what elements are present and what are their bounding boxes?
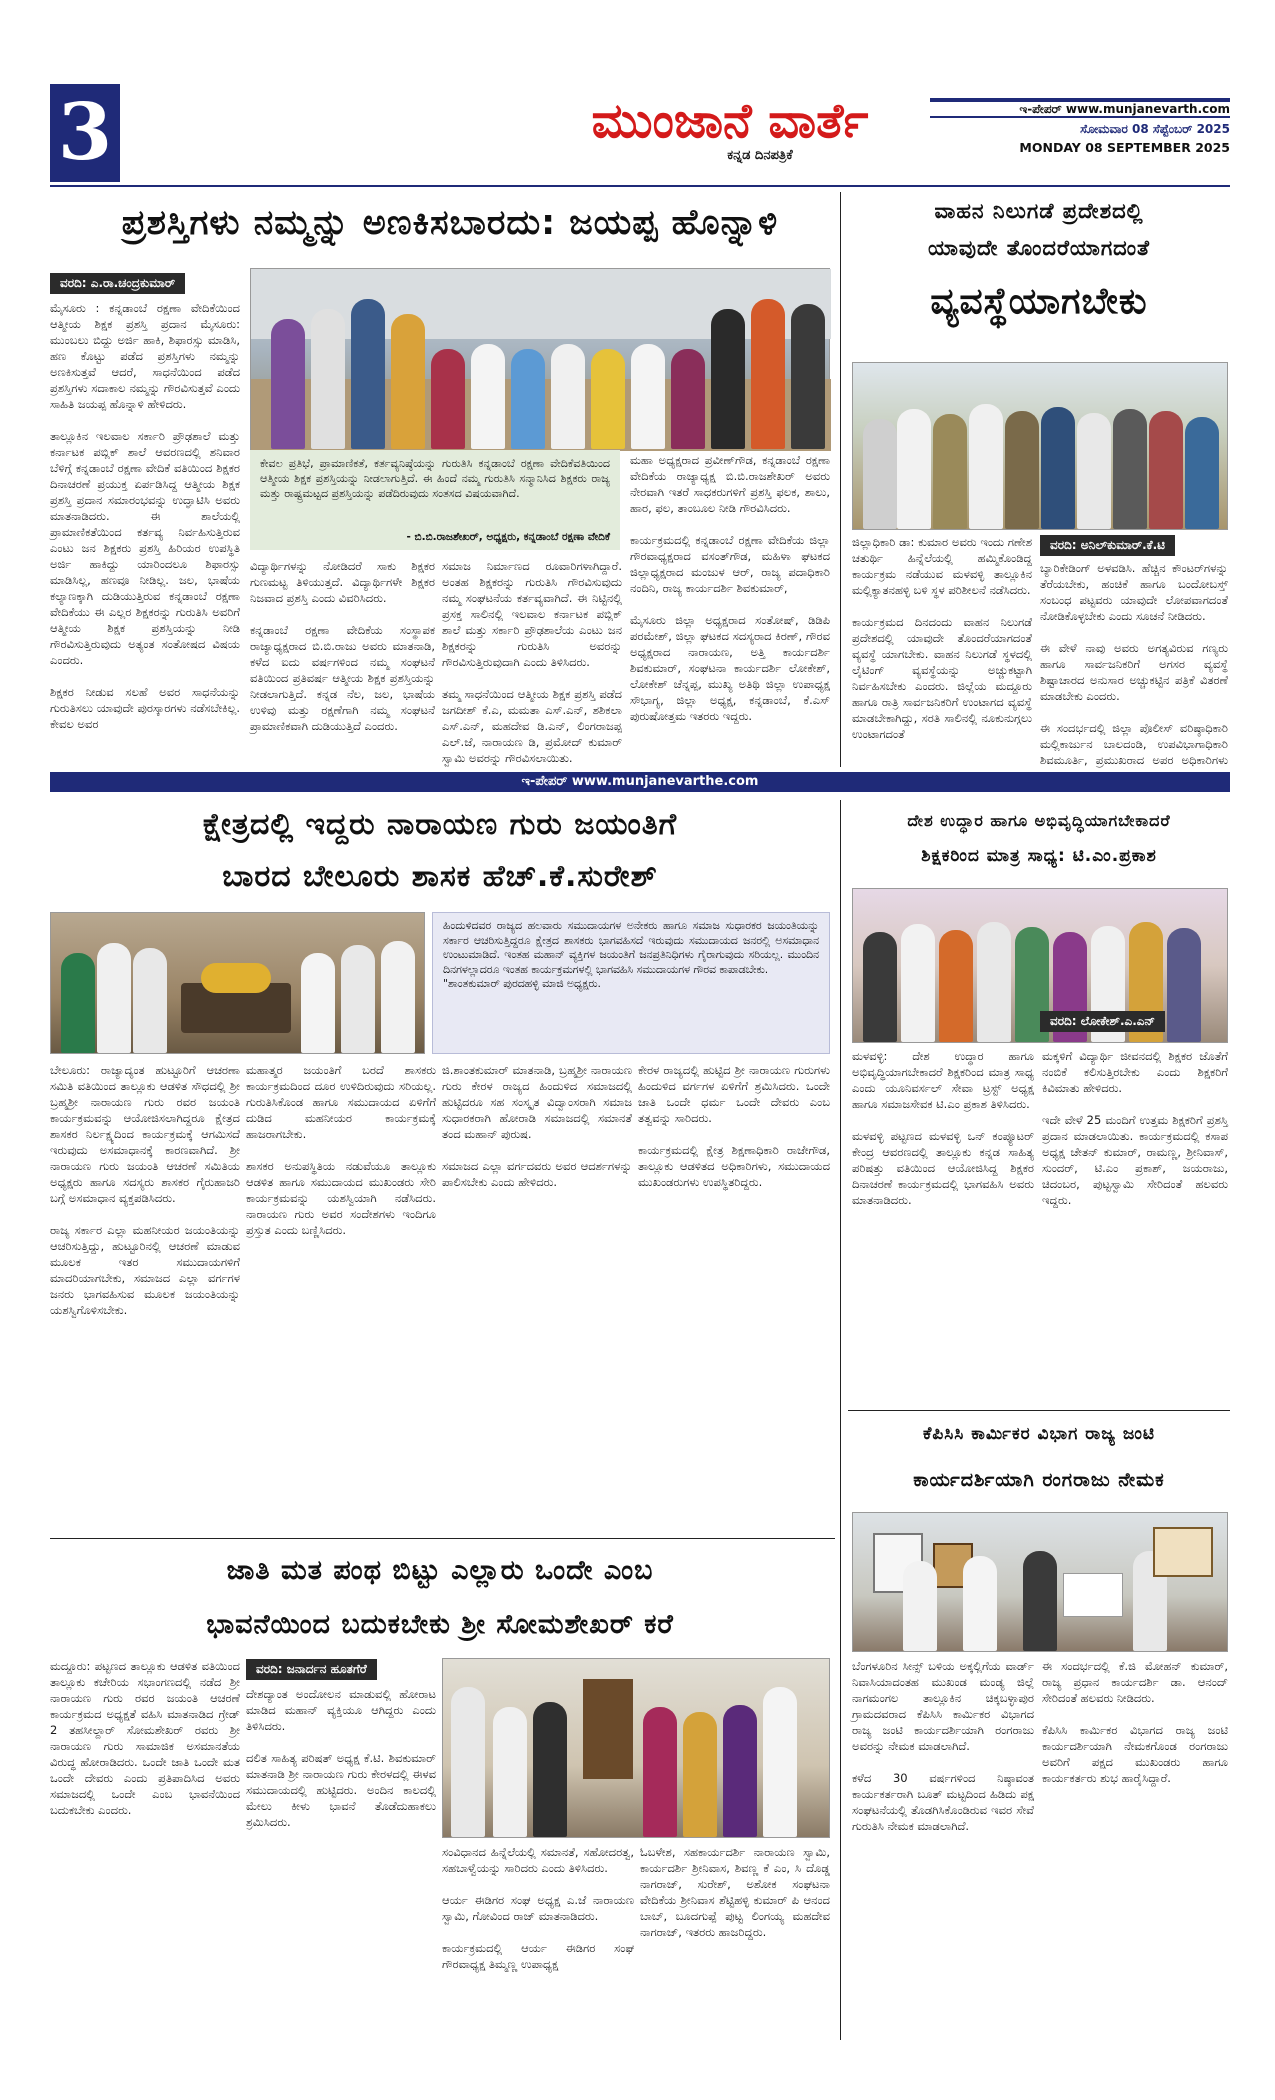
story1-headline: ಪ್ರಶಸ್ತಿಗಳು ನಮ್ಮನ್ನು ಅಣಕಿಸಬಾರದು: ಜಯಪ್ಪ ಹೊನ್ನಾಳಿ bbox=[121, 203, 779, 243]
story1-col4: ಮಹಾ ಅಧ್ಯಕ್ಷರಾದ ಪ್ರವೀಣ್‌ಗೌಡ, ಕನ್ನಡಾಂಬೆ ರಕ್ಷಣಾ ವೇದಿಕೆಯ ರಾಜ್ಯಾಧ್ಯಕ್ಷ ಬಿ.ಬಿ.ರಾಜಶೇಖರ್ ಅವರು ನೇರವಾಗಿ ಇತರೆ ಸಾಧಕರುಗಳಿಗೆ ಪ್ರಶಸ್ತಿ ಫಲಕ, ಶಾಲು, ಹಾರ, ಫಲ, ತಾಂಬೂಲ ನೀಡಿ ಗೌರವಿಸಿದರು. ಕಾರ್ಯಕ್ರಮದಲ್ಲಿ ಕನ್ನಡಾಂಬೆ ರಕ್ಷಣಾ ವೇದಿಕೆಯ ಜಿಲ್ಲಾ ಗೌರವಾಧ್ಯಕ್ಷರಾದ ವಸಂತ್‌ಗೌಡ, ಮಹಿಳಾ ಘಟಕದ ಜಿಲ್ಲಾಧ್ಯಕ್ಷರಾದ ಮಂಜುಳ ಆರ್, ರಾಜ್ಯ ಪದಾಧಿಕಾರಿ ನಂದಿನಿ, ರಾಜ್ಯ ಕಾರ್ಯದರ್ಶಿ ಶಿವಕುಮಾರ್, ಮೈಸೂರು ಜಿಲ್ಲಾ ಅಧ್ಯಕ್ಷರಾದ ಸಂತೋಷ್, ಡಿಡಿಪಿ ಪರಮೇಶ್, ಜಿಲ್ಲಾ ಘಟಕದ ಸದಸ್ಯರಾದ ಕಿರಣ್, ಗೌರವ ಅಧ್ಯಕ್ಷರಾದ ನಾರಾಯಣ, ಅತ್ತಿ ಕಾರ್ಯದರ್ಶಿ ಶಿವಕುಮಾರ್, ಸಂಘಟನಾ ಕಾರ್ಯದರ್ಶಿ ಲೋಕೇಶ್, ಲೋಕೇಶ್ ಚೆನ್ನಪ್ಪ, ಮುಖ್ಯ ಅತಿಥಿ ಜಿಲ್ಲಾ ಉಪಾಧ್ಯಕ್ಷ ಸೌಭಾಗ್ಯ, ಜಿಲ್ಲಾ ಅಧ್ಯಕ್ಷ, ಕನ್ನಡಾಂಬೆ, ಕೆ.ಎಸ್ ಪುರುಷೋತ್ತಮ ಇತರರು ಇದ್ದರು. bbox=[630, 453, 831, 723]
story6-headline-line1: ಜಾತಿ ಮತ ಪಂಥ ಬಿಟ್ಟು ಎಲ್ಲಾರು ಒಂದೇ ಎಂಬ bbox=[226, 1555, 654, 1586]
story2-col1: ಜಿಲ್ಲಾಧಿಕಾರಿ ಡಾ: ಕುಮಾರ ಅವರು ಇಂದು ಗಣೇಶ ಚತುರ್ಥಿ ಹಿನ್ನೆಲೆಯಲ್ಲಿ ಹಮ್ಮಿಕೊಂಡಿದ್ದ ಕಾರ್ಯಕ್ರಮ ನಡೆಯುವ ಮಳವಳ್ಳಿ ತಾಲ್ಲೂಕಿನ ಮಲ್ಲಿಕ್ಯಾತನಹಳ್ಳಿ ಬಳಿ ಸ್ಥಳ ಪರಿಶೀಲನೆ ನಡೆಸಿದರು. ಕಾರ್ಯಕ್ರಮದ ದಿನದಂದು ವಾಹನ ನಿಲುಗಡೆ ಪ್ರದೇಶದಲ್ಲಿ ಯಾವುದೇ ತೊಂದರೆಯಾಗದಂತೆ ವ್ಯವಸ್ಥೆ ಯಾಗಬೇಕು. ವಾಹನ ನಿಲುಗಡೆ ಸ್ಥಳದಲ್ಲಿ ಲೈಟಿಂಗ್ ವ್ಯವಸ್ಥೆಯನ್ನು ಅಚ್ಚುಕಟ್ಟಾಗಿ ನಿರ್ವಹಿಸಬೇಕು ಎಂದರು. ಜಿಲ್ಲೆಯ ಮದ್ದೂರು ಹಾಗೂ ರಾತ್ರಿ ಸಾರ್ವಜನಿಕರಿಗೆ ಉಂಟಾಗದ ವ್ಯವಸ್ಥೆ ಮಾಡಬೇಕಾಗಿದ್ದು, ಸರತಿ ಸಾಲಿನಲ್ಲಿ ನೂಕುನುಗ್ಗಲು ಉಂಟಾಗದಂತೆ bbox=[852, 535, 1032, 741]
masthead-date-kn: ಸೋಮವಾರ 08 ಸೆಪ್ಟೆಂಬರ್ 2025 bbox=[1080, 122, 1230, 136]
story1-col2: ವಿದ್ಯಾರ್ಥಿಗಳನ್ನು ನೋಡಿದರೆ ಸಾಕು ಶಿಕ್ಷಕರ ಗುಣಮಟ್ಟ ತಿಳಿಯುತ್ತದೆ. ವಿದ್ಯಾರ್ಥಿಗಳೇ ಶಿಕ್ಷಕರ ನಿಜವಾದ ಪ್ರಶಸ್ತಿ ಎಂದು ವಿವರಿಸಿದರು. ಕನ್ನಡಾಂಬೆ ರಕ್ಷಣಾ ವೇದಿಕೆಯ ಸಂಸ್ಥಾಪಕ ರಾಜ್ಯಾಧ್ಯಕ್ಷರಾದ ಬಿ.ಬಿ.ರಾಜು ಅವರು ಮಾತನಾಡಿ, ಕಳೆದ ಐದು ವರ್ಷಗಳಿಂದ ನಮ್ಮ ಸಂಘಟನೆ ವತಿಯಿಂದ ಪ್ರತಿವರ್ಷ ಆತ್ಮೀಯ ಶಿಕ್ಷಕ ಪ್ರಶಸ್ತಿಯನ್ನು ನೀಡಲಾಗುತ್ತಿದೆ. ಕನ್ನಡ ನೆಲ, ಜಲ, ಭಾಷೆಯ ಉಳಿವು ಮತ್ತು ರಕ್ಷಣೆಗಾಗಿ ನಮ್ಮ ಸಂಘಟನೆ ಪ್ರಾಮಾಣಿಕವಾಗಿ ದುಡಿಯುತ್ತಿದೆ ಎಂದರು. bbox=[250, 559, 435, 733]
story6-col2: ದೇಶದ್ಯಾಂತ ಅಂದೋಲನ ಮಾಡುವಲ್ಲಿ ಹೋರಾಟ ಮಾಡಿದ ಮಹಾನ್ ವ್ಯಕ್ತಿಯೂ ಆಗಿದ್ದರು ಎಂದು ತಿಳಿಸಿದರು. ದಲಿತ ಸಾಹಿತ್ಯ ಪರಿಷತ್ ಅಧ್ಯಕ್ಷ ಕೆ.ಟಿ. ಶಿವಕುಮಾರ್ ಮಾತನಾಡಿ ಶ್ರೀ ನಾರಾಯಣ ಗುರು ಕೇರಳದಲ್ಲಿ ಈಳವ ಸಮುದಾಯದಲ್ಲಿ ಹುಟ್ಟಿದರು. ಅಂದಿನ ಕಾಲದಲ್ಲಿ ಮೇಲು ಕೀಳು ಭಾವನೆ ತೊಡೆದುಹಾಕಲು ಶ್ರಮಿಸಿದರು. bbox=[246, 1687, 436, 1829]
story4-divider bbox=[848, 1410, 1230, 1411]
story1-col1: ಮೈಸೂರು : ಕನ್ನಡಾಂಬೆ ರಕ್ಷಣಾ ವೇದಿಕೆಯಿಂದ ಆತ್ಮೀಯ ಶಿಕ್ಷಕ ಪ್ರಶಸ್ತಿ ಪ್ರದಾನ ಮೈಸೂರು: ಮುಂಬಲು ಬಿದ್ದು ಅರ್ಜಿ ಹಾಕಿ, ಶಿಫಾರಸ್ಸು ಮಾಡಿಸಿ, ಹಣ ಕೊಟ್ಟು ಪಡೆದ ಪ್ರಶಸ್ತಿಗಳು ನಮ್ಮನ್ನು ಅಣಕಿಸುತ್ತವೆ ಆದರೆ, ಸಾಧನೆಯಿಂದ ಪಡೆದ ಪ್ರಶಸ್ತಿಗಳು ಸದಾಕಾಲ ನಮ್ಮನ್ನು ಗೌರವಿಸುತ್ತವೆ ಎಂದು ಸಾಹಿತಿ ಜಯಪ್ಪ ಹೊನ್ನಾಳಿ ಹೇಳಿದರು. ತಾಲ್ಲೂಕಿನ ಇಲವಾಲ ಸರ್ಕಾರಿ ಪ್ರೌಢಶಾಲೆ ಮತ್ತು ಕರ್ನಾಟಕ ಪಬ್ಲಿಕ್ ಶಾಲೆ ಆವರಣದಲ್ಲಿ ಶನಿವಾರ ಬೆಳಿಗ್ಗೆ ಕನ್ನಡಾಂಬೆ ರಕ್ಷಣಾ ವೇದಿಕೆ ವತಿಯಿಂದ ಶಿಕ್ಷಕರ ದಿನಾಚರಣೆ ಪ್ರಯುಕ್ತ ಏರ್ಪಡಿಸಿದ್ದ ಆತ್ಮೀಯ ಶಿಕ್ಷಕ ಪ್ರಶಸ್ತಿ ಪ್ರದಾನ ಸಮಾರಂಭವನ್ನು ಉದ್ಘಾಟಿಸಿ ಅವರು ಮಾತನಾಡಿದರು. ಈ ಶಾಲೆಯಲ್ಲಿ ಪ್ರಾಮಾಣಿಕತೆಯಿಂದ ಕರ್ತವ್ಯ ನಿರ್ವಹಿಸುತ್ತಿರುವ ಎಂಟು ಜನ ಶಿಕ್ಷಕರು ಪ್ರಶಸ್ತಿ ಹಿರಿಯರ ಉಪಸ್ಥಿತಿ ಅರ್ಜಿ ಹಾಕಿದ್ದು ಯಾರಿಂದಲೂ ಶಿಫಾರಸ್ಸು ಮಾಡಿಸಿಲ್ಲ, ಹಣವೂ ನೀಡಿಲ್ಲ. ಜಲ, ಭಾಷೆಯ ಕಲ್ಯಾಣಕ್ಕಾಗಿ ದುಡಿಯುತ್ತಿರುವ ಕನ್ನಡಾಂಬೆ ರಕ್ಷಣಾ ವೇದಿಕೆಯು ಈ ಎಲ್ಲರ ಶಿಕ್ಷಕರನ್ನು ಗುರುತಿಸಿ ಅವರಿಗೆ ಆತ್ಮೀಯ ಶಿಕ್ಷಕ ಪ್ರಶಸ್ತಿಯನ್ನು ನೀಡಿ ಗೌರವಿಸುತ್ತಿರುವುದು ಅತ್ಯಂತ ಸಂತೋಷದ ವಿಷಯ ಎಂದರು. ಶಿಕ್ಷಕರ ನೀಡುವ ಸಲಹೆ ಅವರ ಸಾಧನೆಯನ್ನು ಗುರುತಿಸಲು ಯಾವುದೇ ಪುರಸ್ಕಾರಗಳು ನಡೆಸಬೇಕಿಲ್ಲ. ಕೇವಲ ಅವರ bbox=[50, 301, 240, 731]
story1-byline-text: ವರದಿ: ಎ.ರಾ.ಚಂದ್ರಕುಮಾರ್ bbox=[50, 273, 185, 294]
story2-headline-line2: ಯಾವುದೇ ತೊಂದರೆಯಾಗದಂತೆ bbox=[927, 236, 1151, 260]
story2-headline-line1: ವಾಹನ ನಿಲುಗಡೆ ಪ್ರದೇಶದಲ್ಲಿ bbox=[934, 199, 1144, 223]
story4-col1: ಮಳವಳ್ಳಿ: ದೇಶ ಉದ್ಧಾರ ಹಾಗೂ ಅಭಿವೃದ್ಧಿಯಾಗಬೇಕಾದರೆ ಶಿಕ್ಷಕರಿಂದ ಮಾತ್ರ ಸಾಧ್ಯ ಎಂದು ಯೂನಿವರ್ಸಲ್ ಸೇವಾ ಟ್ರಸ್ಟ್ ಅಧ್ಯಕ್ಷ ಹಾಗೂ ಸಮಾಜಸೇವಕ ಟಿ.ಎಂ ಪ್ರಕಾಶ ತಿಳಿಸಿದರು. ಮಳವಳ್ಳಿ ಪಟ್ಟಣದ ಮಳವಳ್ಳಿ ಒನ್ ಕಂಪ್ಯೂಟರ್ ಕೇಂದ್ರ ಆವರಣದಲ್ಲಿ ತಾಲ್ಲೂಕು ಕನ್ನಡ ಸಾಹಿತ್ಯ ಪರಿಷತ್ತು ವತಿಯಿಂದ ಆಯೋಜಿಸಿದ್ದ ಶಿಕ್ಷಕರ ದಿನಾಚರಣೆ ಕಾರ್ಯಕ್ರಮದಲ್ಲಿ ಭಾಗವಹಿಸಿ ಅವರು ಮಾತನಾಡಿದರು. bbox=[852, 1049, 1034, 1207]
story4-headline-line2: ಶಿಕ್ಷಕರಿಂದ ಮಾತ್ರ ಸಾಧ್ಯ: ಟಿ.ಎಂ.ಪ್ರಕಾಶ bbox=[921, 846, 1157, 866]
masthead-subtitle: ಕನ್ನಡ ದಿನಪತ್ರಿಕೆ bbox=[727, 148, 793, 163]
story3-headline-line2: ಬಾರದ ಬೇಲೂರು ಶಾಸಕ ಹೆಚ್.ಕೆ.ಸುರೇಶ್ bbox=[222, 859, 658, 894]
story6-col3: ಸಂವಿಧಾನದ ಹಿನ್ನೆಲೆಯಲ್ಲಿ ಸಮಾನತೆ, ಸಹೋದರತ್ವ, ಸಹಬಾಳ್ವೆಯನ್ನು ಸಾರಿದರು ಎಂದು ತಿಳಿಸಿದರು. ಆರ್ಯ ಈಡಿಗರ ಸಂಘ ಅಧ್ಯಕ್ಷ ಎ.ಜೆ ನಾರಾಯಣ ಸ್ವಾಮಿ, ಗೋವಿಂದ ರಾಜ್ ಮಾತನಾಡಿದರು. ಕಾರ್ಯಕ್ರಮದಲ್ಲಿ ಆರ್ಯ ಈಡಿಗರ ಸಂಘ ಗೌರವಾಧ್ಯಕ್ಷ ತಿಮ್ಮಣ್ಣ ಉಪಾಧ್ಯಕ್ಷ bbox=[442, 1845, 634, 1971]
story1-byline bbox=[50, 272, 230, 294]
story3-col3: ಜಿ.ಶಾಂತಕುಮಾರ್ ಮಾತನಾಡಿ, ಬ್ರಹ್ಮಶ್ರೀ ನಾರಾಯಣ ಗುರು ಕೇರಳ ರಾಜ್ಯದ ಹಿಂದುಳಿದ ಸಮಾಜದಲ್ಲಿ ಹುಟ್ಟಿದರೂ ಸಹ ಸಂಸ್ಕೃತ ವಿದ್ವಾಂಸರಾಗಿ ಸಮಾಜ ಸುಧಾರಕರಾಗಿ ಹೋರಾಡಿ ಸಮಾಜದಲ್ಲಿ ಸಮಾನತೆ ತಂದ ಮಹಾನ್ ಪುರುಷ. ಸಮಾಜದ ಎಲ್ಲಾ ವರ್ಗದವರು ಅವರ ಆದರ್ಶಗಳನ್ನು ಪಾಲಿಸಬೇಕು ಎಂದು ಹೇಳಿದರು. bbox=[442, 1063, 632, 1189]
story4-headline-line1: ದೇಶ ಉದ್ಧಾರ ಹಾಗೂ ಅಭಿವೃದ್ಧಿಯಾಗಬೇಕಾದರೆ bbox=[907, 811, 1171, 830]
story6-col1: ಮದ್ದೂರು: ಪಟ್ಟಣದ ತಾಲ್ಲೂಕು ಆಡಳಿತ ವತಿಯಿಂದ ತಾಲ್ಲೂಕು ಕಚೇರಿಯ ಸಭಾಂಗಣದಲ್ಲಿ ನಡೆದ ಶ್ರೀ ನಾರಾಯಣ ಗುರು ರವರ ಜಯಂತಿ ಆಚರಣೆ ಕಾರ್ಯಕ್ರಮದ ಅಧ್ಯಕ್ಷತೆ ವಹಿಸಿ ಮಾತನಾಡಿದ ಗ್ರೇಡ್ 2 ತಹಸೀಲ್ದಾರ್ ಸೋಮಶೇಖರ್ ರವರು ಶ್ರೀ ನಾರಾಯಣ ಗುರು ಸಾಮಾಜಿಕ ಅಸಮಾನತೆಯ ವಿರುದ್ಧ ಹೋರಾಡಿದರು. ಒಂದೇ ಜಾತಿ ಒಂದೇ ಮತ ಒಂದೇ ದೇವರು ಎಂದು ಪ್ರತಿಪಾದಿಸಿದ ಅವರು ಸಮಾಜದಲ್ಲಿ ಒಂದೇ ಎಂಬ ಭಾವನೆಯಿಂದ ಬದುಕಬೇಕು ಎಂದರು. bbox=[50, 1659, 244, 1817]
masthead-epaper: ಇ-ಪೇಪರ್ www.munjanevarth.com bbox=[930, 98, 1230, 118]
masthead-title-text: ಮುಂಜಾನೆ ವಾರ್ತೆ bbox=[591, 93, 869, 149]
epaper-banner: ಇ-ಪೇಪರ್ www.munjanevarthe.com bbox=[50, 772, 1230, 792]
story3-photo bbox=[50, 912, 425, 1054]
story6-headline-line2: ಭಾವನೆಯಿಂದ ಬದುಕಬೇಕು ಶ್ರೀ ಸೋಮಶೇಖರ್ ಕರೆ bbox=[206, 1609, 674, 1640]
story1-caption-box bbox=[250, 450, 620, 550]
story4-byline-text: ವರದಿ: ಲೋಕೇಶ್.ಎ.ಎನ್ bbox=[1040, 1011, 1165, 1032]
story2-byline-text: ವರದಿ: ಅನಿಲ್‌ಕುಮಾರ್.ಕೆ.ಟಿ bbox=[1040, 535, 1175, 556]
story6-col4: ಓಬಳೇಶ, ಸಹಕಾರ್ಯದರ್ಶಿ ನಾರಾಯಣ ಸ್ವಾಮಿ, ಕಾರ್ಯದರ್ಶಿ ಶ್ರೀನಿವಾಸ, ಶಿವಣ್ಣ ಕೆ ಎಂ, ಸಿ ದೊಡ್ಡ ನಾಗರಾಜ್, ಸುರೇಶ್, ಅಶೋಕ ಸಂಘಟನಾ ವೇದಿಕೆಯ ಶ್ರೀನಿವಾಸ ಶೆಟ್ಟಿಹಳ್ಳಿ ಕುಮಾರ್ ಪಿ ಆನಂದ ಬಾಬ್, ಬೂದಗುಪ್ಪೆ ಪುಟ್ಟ ಲಿಂಗಯ್ಯ ಮಹದೇವ ನಾಗರಾಜ್, ಇತರರು ಹಾಜರಿದ್ದರು. bbox=[640, 1845, 834, 1939]
story1-caption-credit: - ಬಿ.ಬಿ.ರಾಜಶೇಖರ್, ಅಧ್ಯಕ್ಷರು, ಕನ್ನಡಾಂಬೆ ರಕ್ಷಣಾ ವೇದಿಕೆ bbox=[406, 531, 610, 543]
story2-col2: ಬ್ಯಾರಿಕೇಡಿಂಗ್ ಅಳವಡಿಸಿ. ಹೆಚ್ಚಿನ ಕೌಂಟರ್‌ಗಳನ್ನು ತೆರೆಯಬೇಕು, ಹಂಚಿಕೆ ಹಾಗೂ ಬಂದೋಬಸ್ತ್ ಸಂಬಂಧ ಪಟ್ಟವರು ಯಾವುದೇ ಲೋಪವಾಗದಂತೆ ನೋಡಿಕೊಳ್ಳಬೇಕು ಎಂದು ಸೂಚನೆ ನೀಡಿದರು. ಈ ವೇಳೆ ನಾವು ಅವರು ಅಗತ್ಯವಿರುವ ಗಣ್ಯರು ಹಾಗೂ ಸಾರ್ವಜನಿಕರಿಗೆ ಅಗಸರ ವ್ಯವಸ್ಥೆ ಶಿಷ್ಟಾಚಾರದ ಅನುಸಾರ ಅಚ್ಚುಕಟ್ಟಿನ ಪತ್ರಿಕೆ ವಿತರಣೆ ಮಾಡಬೇಕು ಎಂದರು. ಈ ಸಂದರ್ಭದಲ್ಲಿ ಜಿಲ್ಲಾ ಪೊಲೀಸ್ ವರಿಷ್ಠಾಧಿಕಾರಿ ಮಲ್ಲಿಕಾರ್ಜುನ ಬಾಲದಂಡಿ, ಉಪವಿಭಾಗಾಧಿಕಾರಿ ಶಿವಮೂರ್ತಿ, ಪ್ರಮುಖರಾದ ಅಪರ ಅಧಿಕಾರಿಗಳು bbox=[1040, 561, 1228, 767]
story3-col2: ಮಹಾತ್ಮರ ಜಯಂತಿಗೆ ಬರದೆ ಶಾಸಕರು ಕಾರ್ಯಕ್ರಮದಿಂದ ದೂರ ಉಳಿದಿರುವುದು ಸರಿಯಲ್ಲ. ಗುರುತಿಸಿಕೊಂಡ ಹಾಗೂ ಸಮುದಾಯದ ಏಳಿಗೆಗೆ ದುಡಿದ ಮಹನೀಯರ ಕಾರ್ಯಕ್ರಮಕ್ಕೆ ಹಾಜರಾಗಬೇಕು. ಶಾಸಕರ ಅನುಪಸ್ಥಿತಿಯ ನಡುವೆಯೂ ತಾಲ್ಲೂಕು ಆಡಳಿತ ಹಾಗೂ ಸಮುದಾಯದ ಮುಖಂಡರು ಸೇರಿ ಕಾರ್ಯಕ್ರಮವನ್ನು ಯಶಸ್ವಿಯಾಗಿ ನಡೆಸಿದರು. ನಾರಾಯಣ ಗುರು ಅವರ ಸಂದೇಶಗಳು ಇಂದಿಗೂ ಪ್ರಸ್ತುತ ಎಂದು ಬಣ್ಣಿಸಿದರು. bbox=[246, 1063, 436, 1237]
story2-headline-line3: ವ್ಯವಸ್ಥೆಯಾಗಬೇಕು bbox=[930, 281, 1148, 322]
story5-headline-line1: ಕೆಪಿಸಿಸಿ ಕಾರ್ಮಿಕರ ವಿಭಾಗ ರಾಜ್ಯ ಜಂಟಿ bbox=[923, 1424, 1155, 1444]
story2-photo bbox=[852, 362, 1228, 530]
story3-col4: ಕೇರಳ ರಾಜ್ಯದಲ್ಲಿ ಹುಟ್ಟಿದ ಶ್ರೀ ನಾರಾಯಣ ಗುರುಗಳು ಹಿಂದುಳಿದ ವರ್ಗಗಳ ಏಳಿಗೆಗೆ ಶ್ರಮಿಸಿದರು. ಒಂದೇ ಜಾತಿ ಒಂದೇ ಧರ್ಮ ಒಂದೇ ದೇವರು ಎಂಬ ತತ್ವವನ್ನು ಸಾರಿದರು. ಕಾರ್ಯಕ್ರಮದಲ್ಲಿ ಕ್ಷೇತ್ರ ಶಿಕ್ಷಣಾಧಿಕಾರಿ ರಾಜೇಗೌಡ, ತಾಲ್ಲೂಕು ಆಡಳಿತದ ಅಧಿಕಾರಿಗಳು, ಸಮುದಾಯದ ಮುಖಂಡರುಗಳು ಉಪಸ್ಥಿತರಿದ್ದರು. bbox=[638, 1063, 830, 1189]
story5-photo bbox=[852, 1512, 1228, 1652]
story1-photo bbox=[250, 268, 830, 450]
story3-quote-box bbox=[432, 912, 830, 1054]
story6-photo bbox=[442, 1658, 830, 1838]
page-number-box bbox=[50, 84, 120, 182]
story1-caption: ಕೇವಲ ಪ್ರತಿಭೆ, ಪ್ರಾಮಾಣಿಕತೆ, ಕರ್ತವ್ಯನಿಷ್ಠೆಯನ್ನು ಗುರುತಿಸಿ ಕನ್ನಡಾಂಬೆ ರಕ್ಷಣಾ ವೇದಿಕೆವತಿಯಿಂದ ಆತ್ಮೀಯ ಶಿಕ್ಷಕ ಪ್ರಶಸ್ತಿಯನ್ನು ನೀಡಲಾಗುತ್ತಿದೆ. ಈ ಹಿಂದೆ ನಮ್ಮ ಗುರುತಿಸಿ ಸನ್ಮಾನಿಸಿದ ಶಿಕ್ಷಕರು ರಾಜ್ಯ ಮತ್ತು ರಾಷ್ಟ್ರಮಟ್ಟದ ಪ್ರಶಸ್ತಿಯನ್ನು ಪಡೆದಿರುವುದು ಸಂತಸದ ವಿಷಯವಾಗಿದೆ. bbox=[260, 457, 610, 500]
story3-divider bbox=[50, 1538, 835, 1539]
masthead-divider bbox=[50, 185, 1230, 187]
story5-col2: ಈ ಸಂದರ್ಭದಲ್ಲಿ ಕೆ.ಜಿ ಮೋಹನ್ ಕುಮಾರ್, ರಾಜ್ಯ ಪ್ರಧಾನ ಕಾರ್ಯದರ್ಶಿ ಡಾ. ಆನಂದ್ ಸೇರಿದಂತೆ ಹಲವರು ನೀಡಿದರು. ಕೆಪಿಸಿಸಿ ಕಾರ್ಮಿಕರ ವಿಭಾಗದ ರಾಜ್ಯ ಜಂಟಿ ಕಾರ್ಯದರ್ಶಿಯಾಗಿ ನೇಮಕಗೊಂಡ ರಂಗರಾಜು ಅವರಿಗೆ ಪಕ್ಷದ ಮುಖಂಡರು ಹಾಗೂ ಕಾರ್ಯಕರ್ತರು ಶುಭ ಹಾರೈಸಿದ್ದಾರೆ. bbox=[1042, 1659, 1228, 1785]
story6-byline bbox=[246, 1658, 377, 1680]
story1-col3: ಸಮಾಜ ನಿರ್ಮಾಣದ ರೂವಾರಿಗಳಾಗಿದ್ದಾರೆ. ಅಂತಹ ಶಿಕ್ಷಕರನ್ನು ಗುರುತಿಸಿ ಗೌರವಿಸುವುದು ನಮ್ಮ ಸಂಘಟನೆಯ ಕರ್ತವ್ಯವಾಗಿದೆ. ಈ ನಿಟ್ಟಿನಲ್ಲಿ ಪ್ರಸಕ್ತ ಸಾಲಿನಲ್ಲಿ ಇಲವಾಲ ಕರ್ನಾಟಕ ಪಬ್ಲಿಕ್ ಶಾಲೆ ಮತ್ತು ಸರ್ಕಾರಿ ಪ್ರೌಢಶಾಲೆಯ ಎಂಟು ಜನ ಶಿಕ್ಷಕರನ್ನು ಗುರುತಿಸಿ ಅವರನ್ನು ಗೌರವಿಸುತ್ತಿರುವುದಾಗಿ ಎಂದು ತಿಳಿಸಿದರು. ತಮ್ಮ ಸಾಧನೆಯಿಂದ ಆತ್ಮೀಯ ಶಿಕ್ಷಕ ಪ್ರಶಸ್ತಿ ಪಡೆದ ಜಗದೀಶ್ ಕೆ.ಎ, ಮಮತಾ ಎಸ್.ಎನ್, ಶಶಿಕಲಾ ಎಸ್.ಎನ್, ಮಹದೇವ ಡಿ.ಎನ್, ಲಿಂಗರಾಜಪ್ಪ ಎಲ್.ಜೆ, ನಾರಾಯಣ ಡಿ, ಪ್ರಮೋದ್ ಕುಮಾರ್ ಸ್ವಾಮಿ ಅವರನ್ನು ಗೌರವಿಸಲಾಯಿತು. bbox=[442, 559, 622, 765]
story3-headline-line1: ಕ್ಷೇತ್ರದಲ್ಲಿ ಇದ್ದರು ನಾರಾಯಣ ಗುರು ಜಯಂತಿಗೆ bbox=[202, 807, 678, 842]
masthead-date-en: MONDAY 08 SEPTEMBER 2025 bbox=[1019, 140, 1230, 155]
story3-col1: ಬೇಲೂರು: ರಾಜ್ಯಾದ್ಯಂತ ಹುಟ್ಟೂರಿಗೆ ಆಚರಣಾ ಸಮಿತಿ ವತಿಯಿಂದ ತಾಲ್ಲೂಕು ಆಡಳಿತ ಸೌಧದಲ್ಲಿ ಶ್ರೀ ಬ್ರಹ್ಮಶ್ರೀ ನಾರಾಯಣ ಗುರು ರವರ ಜಯಂತಿ ಕಾರ್ಯಕ್ರಮವನ್ನು ಆಯೋಜಿಸಲಾಗಿದ್ದರೂ ಕ್ಷೇತ್ರದ ಶಾಸಕರ ನಿರ್ಲಕ್ಷ್ಯದಿಂದ ಕಾರ್ಯಕ್ರಮಕ್ಕೆ ಆಗಮಿಸದೆ ಇರುವುದು ಅಸಮಾಧಾನಕ್ಕೆ ಕಾರಣವಾಗಿದೆ. ಶ್ರೀ ನಾರಾಯಣ ಗುರು ಜಯಂತಿ ಆಚರಣೆ ಸಮಿತಿಯ ಅಧ್ಯಕ್ಷರು ಹಾಗೂ ಸದಸ್ಯರು ಶಾಸಕರ ಗೈರುಹಾಜರಿ ಬಗ್ಗೆ ಅಸಮಾಧಾನ ವ್ಯಕ್ತಪಡಿಸಿದರು. ರಾಜ್ಯ ಸರ್ಕಾರ ಎಲ್ಲಾ ಮಹನೀಯರ ಜಯಂತಿಯನ್ನು ಆಚರಿಸುತ್ತಿದ್ದು, ಹುಟ್ಟೂರಿನಲ್ಲಿ ಆಚರಣೆ ಮಾಡುವ ಮೂಲಕ ಇತರ ಸಮುದಾಯಗಳಿಗೆ ಮಾದರಿಯಾಗಬೇಕು, ಸಮಾಜದ ಎಲ್ಲಾ ವರ್ಗಗಳ ಜನರು ಭಾಗವಹಿಸುವ ಮೂಲಕ ಜಯಂತಿಯನ್ನು ಯಶಸ್ವಿಗೊಳಿಸಬೇಕು. bbox=[50, 1063, 240, 1317]
masthead-title bbox=[540, 90, 920, 152]
story4-col2: ಮಕ್ಕಳಿಗೆ ವಿದ್ಯಾರ್ಥಿ ಜೀವನದಲ್ಲಿ ಶಿಕ್ಷಕರ ಜೊತೆಗೆ ನಂಬಿಕೆ ಕಲಿಸುತ್ತಿರಬೇಕು ಎಂದು ಶಿಕ್ಷಕರಿಗೆ ಕಿವಿಮಾತು ಹೇಳಿದರು. ಇದೇ ವೇಳೆ 25 ಮಂದಿಗೆ ಉತ್ತಮ ಶಿಕ್ಷಕರಿಗೆ ಪ್ರಶಸ್ತಿ ಪ್ರದಾನ ಮಾಡಲಾಯಿತು. ಕಾರ್ಯಕ್ರಮದಲ್ಲಿ ಕಸಾಪ ಅಧ್ಯಕ್ಷ ಚೇತನ್ ಕುಮಾರ್, ರಾಮಣ್ಣ, ಶ್ರೀನಿವಾಸ್, ಸುಂದರ್, ಟಿ.ಎಂ ಪ್ರಕಾಶ್, ಜಯರಾಜು, ಚಿದಂಬರ, ಪುಟ್ಟಸ್ವಾಮಿ ಸೇರಿದಂತೆ ಹಲವರು ಇದ್ದರು. bbox=[1042, 1049, 1228, 1207]
story5-headline-line2: ಕಾರ್ಯದರ್ಶಿಯಾಗಿ ರಂಗರಾಜು ನೇಮಕ bbox=[913, 1469, 1165, 1491]
story2-byline bbox=[1040, 534, 1228, 556]
column-divider-2 bbox=[840, 800, 841, 2040]
column-divider bbox=[840, 192, 841, 767]
story3-quote: ಹಿಂದುಳಿದವರ ರಾಜ್ಯದ ಹಲವಾರು ಸಮುದಾಯಗಳ ಅನೇಕರು ಹಾಗೂ ಸಮಾಜ ಸುಧಾರಕರ ಜಯಂತಿಯನ್ನು ಸರ್ಕಾರ ಆಚರಿಸುತ್ತಿದ್ದರೂ ಕ್ಷೇತ್ರದ ಶಾಸಕರು ಭಾಗವಹಿಸದೆ ಇರುವುದು ಸಮುದಾಯದ ಜನರಲ್ಲಿ ಅಸಮಾಧಾನ ಉಂಟುಮಾಡಿದೆ. ಇಂತಹ ಮಹಾನ್ ವ್ಯಕ್ತಿಗಳ ಜಯಂತಿಗೆ ಜನಪ್ರತಿನಿಧಿಗಳು ಗೈರಾಗುವುದು ಸರಿಯಲ್ಲ. ಮುಂದಿನ ದಿನಗಳಲ್ಲಾದರೂ ಇಂತಹ ಕಾರ್ಯಕ್ರಮಗಳಲ್ಲಿ ಭಾಗವಹಿಸಿ ಸಮುದಾಯಗಳ ಗೌರವ ಕಾಪಾಡಬೇಕು. "ಶಾಂತಕುಮಾರ್ ಪುರದಹಳ್ಳಿ ಮಾಜಿ ಅಧ್ಯಕ್ಷರು. bbox=[443, 919, 819, 990]
story4-byline bbox=[1040, 1010, 1165, 1032]
story5-col1: ಬೆಂಗಳೂರಿನ ಸೀನ್ಸ್ ಬಳಿಯ ಅಕ್ಕಲ್ಲಿಗೆಯ ವಾರ್ಡ್ ನಿವಾಸಿಯಾದಂತಹ ಮುಖಂಡ ಮಂಡ್ಯ ಜಿಲ್ಲೆ ನಾಗಮಂಗಲ ತಾಲ್ಲೂಕಿನ ಚಿಕ್ಕಬಳ್ಳಾಪುರ ಗ್ರಾಮದವರಾದ ಕೆಪಿಸಿಸಿ ಕಾರ್ಮಿಕರ ವಿಭಾಗದ ರಾಜ್ಯ ಜಂಟಿ ಕಾರ್ಯದರ್ಶಿಯಾಗಿ ರಂಗರಾಜು ಅವರನ್ನು ನೇಮಕ ಮಾಡಲಾಗಿದೆ. ಕಳೆದ 30 ವರ್ಷಗಳಿಂದ ನಿಷ್ಠಾವಂತ ಕಾರ್ಯಕರ್ತರಾಗಿ ಬೂತ್ ಮಟ್ಟದಿಂದ ಹಿಡಿದು ಪಕ್ಷ ಸಂಘಟನೆಯಲ್ಲಿ ತೊಡಗಿಸಿಕೊಂಡಿರುವ ಇವರ ಸೇವೆ ಗುರುತಿಸಿ ನೇಮಕ ಮಾಡಲಾಗಿದೆ. bbox=[852, 1659, 1034, 1833]
page-number: 3 bbox=[57, 87, 113, 178]
story6-byline-text: ವರದಿ: ಜನಾರ್ದನ ಹೂತಗೆರೆ bbox=[246, 1659, 377, 1680]
